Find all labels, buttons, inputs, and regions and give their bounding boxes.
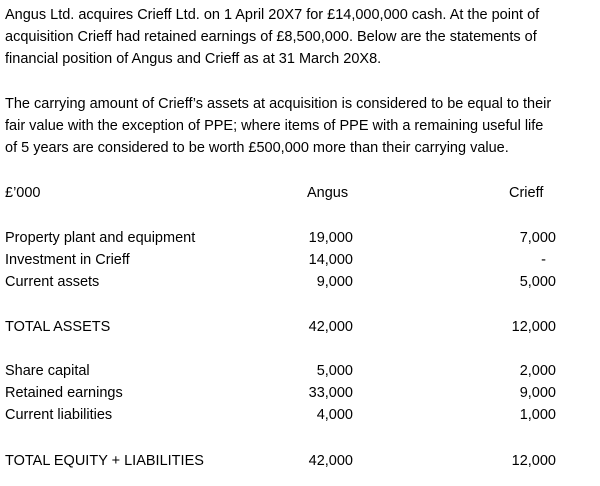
- crieff-value: 5,000: [519, 274, 556, 290]
- intro-paragraph: [5, 4, 595, 70]
- intro-line-1: Angus Ltd. acquires Crieff Ltd. on 1 April 20X7 for £14,000,000 cash. At the point of: [5, 7, 540, 23]
- intro-line-2: acquisition Crieff had retained earnings of £8,500,000. Below are the statements of: [5, 29, 537, 45]
- fair-value-line-2: fair value with the exception of PPE; where items of PPE with a remaining useful life: [5, 118, 544, 134]
- crieff-value: 2,000: [519, 363, 556, 379]
- row-label: Property plant and equipment: [5, 230, 196, 246]
- row-label: Current liabilities: [5, 407, 113, 423]
- angus-value: 4,000: [316, 407, 353, 423]
- angus-column-header: Angus: [307, 185, 349, 201]
- angus-value: 9,000: [316, 274, 353, 290]
- row-label: Share capital: [5, 363, 90, 379]
- crieff-value: 12,000: [511, 319, 556, 335]
- fair-value-line-3: of 5 years are considered to be worth £500,000 more than their carrying value.: [5, 140, 509, 156]
- table-row-ppe: [0, 227, 600, 249]
- crieff-value: 12,000: [511, 453, 556, 469]
- crieff-value: -: [541, 252, 546, 268]
- crieff-value: 9,000: [519, 385, 556, 401]
- table-row-current-liabilities: [0, 404, 600, 426]
- fair-value-paragraph: [5, 93, 595, 159]
- angus-value: 14,000: [308, 252, 353, 268]
- table-header-row: [0, 182, 600, 204]
- angus-value: 42,000: [308, 319, 353, 335]
- intro-line-3: financial position of Angus and Crieff as at 31 March 20X8.: [5, 51, 382, 67]
- crieff-value: 1,000: [519, 407, 556, 423]
- angus-value: 42,000: [308, 453, 353, 469]
- angus-value: 5,000: [316, 363, 353, 379]
- currency-unit-header: £’000: [5, 185, 41, 201]
- table-row-retained-earnings: [0, 382, 600, 404]
- row-label: TOTAL EQUITY + LIABILITIES: [5, 453, 204, 469]
- row-label: Investment in Crieff: [5, 252, 130, 268]
- row-label: TOTAL ASSETS: [5, 319, 111, 335]
- crieff-value: 7,000: [519, 230, 556, 246]
- table-row-total-equity-liabilities: [0, 450, 600, 472]
- table-row-total-assets: [0, 316, 600, 338]
- fair-value-line-1: The carrying amount of Crieff’s assets at acquisition is considered to be equal to their: [5, 96, 552, 112]
- table-row-share-capital: [0, 360, 600, 382]
- table-row-current-assets: [0, 271, 600, 293]
- crieff-column-header: Crieff: [509, 185, 544, 201]
- row-label: Retained earnings: [5, 385, 123, 401]
- row-label: Current assets: [5, 274, 100, 290]
- angus-value: 19,000: [308, 230, 353, 246]
- table-row-investment: [0, 249, 600, 271]
- angus-value: 33,000: [308, 385, 353, 401]
